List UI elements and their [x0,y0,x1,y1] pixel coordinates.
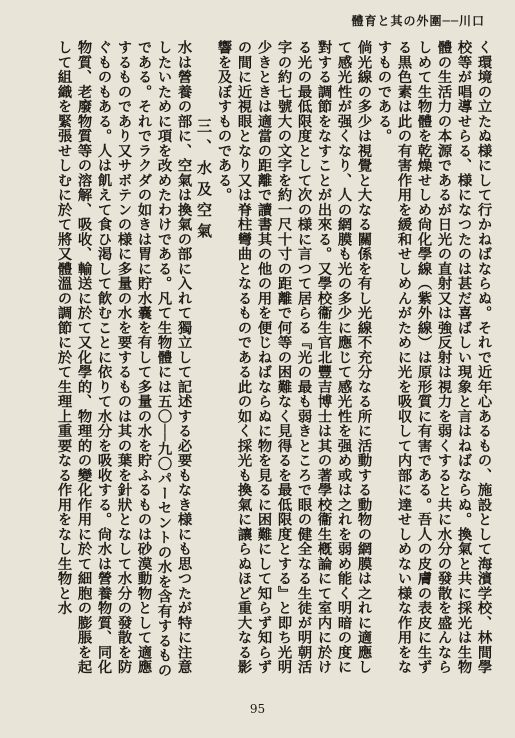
running-header [30,12,485,32]
vertical-body-text [28,40,494,688]
paragraph-water: 水は營養の部に、空氣は換氣の部に入れて獨立して記述する必要もなき様にも思つたが特に注意したいために項を改めたわけである。凡て生物體には五〇──九〇パーセントの水を含有するものである。それでラクダの如きは胃に貯水嚢を有して多量の水を貯ふるものは砂漠動物として適應するものであり又サボテンの様に多量の水を要するものは其の葉を針狀となして水分の發散を防ぐものもある。人は飢えて食ひ渇して飮むことに依りて水分を吸收する。尙水は營養物質、同化物質、老廢物質等の溶解、吸收、輸送に於て又化學的、物理的の變化作用に於て細胞の膨脹を起して組織を緊張せしむに於て將又體溫の調節に於て生理上重要なる作用をなし生物と水 [56,40,192,678]
paragraph-light-vision: 倘光線の多少は視覺と大なる關係を有し光線不充分なる所に活動する動物の網膜は之れに適應して感光性が强くなり、人の網膜も光の多少に應じて感光性を强め或は之れを弱め能く明暗の度に對する調節をなすことが出來る。又學校衞生官北豐吉博士は其の著學校衞生槪論にて室内に於ける光の最低限度として次の様に言つて居らる『光の最も弱きところで眼の健全なる生徒が明朝活字の約七號大の文字を約一尺十寸の距離で何等の困難なく見得るを最低限度とする』と即ち光明少きときは適當の距離で讀書其の他の用を便じねばならぬに物を見るに困難にして知らず知らずの間に近視眼となり又は脊柱彎曲となるものである此の如く採光も換氣に讓らぬほど重大なる影響を及ぼすものである。 [216,40,372,675]
page-number: 95 [249,702,266,716]
section-heading-water-air: 三、水及空氣 [195,118,213,244]
running-header-title: 體育と其の外圍──川口 [351,14,485,28]
paragraph-ventilation-light: く環境の立たぬ様にして行かねばならぬ。それで近年心あるもの、施設として海濱学校、林間學校等が唱導せらる、様になつたのは甚だ喜ばしい現象と言はねばならぬ。換氣と共に採光は生物體の生活力の本源であるが日光の直射又は強反射は視力を弱くすると共に水分の發散を盛んならしめて生物體を乾燥せしめ尙化學線（紫外線）は原形質に有害である。吾人の皮膚の表皮に生ずる黒色素は此の有害作用を緩和せしめんがために光を吸収して内部に達せしめない様な作用をなすものである。 [376,40,492,675]
